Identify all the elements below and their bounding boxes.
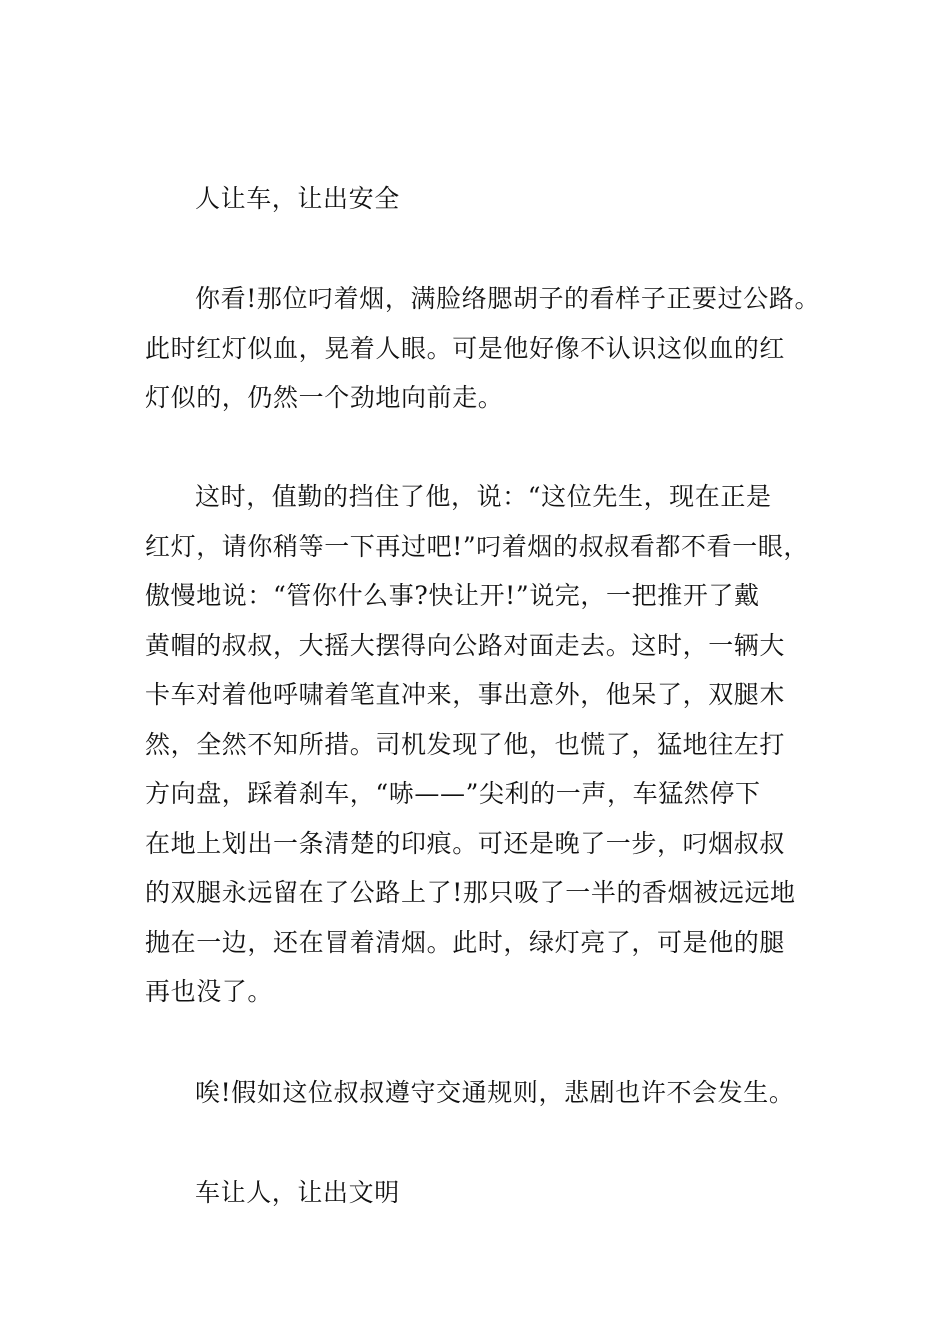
paragraph-smoking-man — [145, 274, 821, 423]
paragraph-line: 的双腿永远留在了公路上了!那只吸了一半的香烟被远远地 — [145, 878, 796, 907]
section-heading-vehicle-yields — [145, 1168, 815, 1218]
heading-text: 车让人，让出文明 — [195, 1178, 400, 1207]
paragraph-accident — [145, 472, 815, 1017]
paragraph-line: 唉!假如这位叔叔遵守交通规则，悲剧也许不会发生。 — [195, 1078, 795, 1107]
paragraph-line: 抛在一边，还在冒着清烟。此时，绿灯亮了，可是他的腿 — [145, 927, 786, 957]
paragraph-line: 再也没了。 — [145, 977, 274, 1006]
paragraph-line: 这时，值勤的挡住了他，说：“这位先生，现在正是 — [195, 482, 772, 511]
paragraph-line: 此时红灯似血，晃着人眼。可是他好像不认识这似血的红 — [145, 333, 786, 363]
paragraph-line: 你看!那位叼着烟，满脸络腮胡子的看样子正要过公路。 — [195, 284, 821, 313]
heading-text: 人让车，让出安全 — [195, 184, 400, 213]
paragraph-line: 然，全然不知所措。司机发现了他，也慌了，猛地往左打 — [145, 729, 786, 759]
paragraph-line: 卡车对着他呼啸着笔直冲来，事出意外，他呆了，双腿木 — [145, 680, 786, 709]
paragraph-line: 黄帽的叔叔，大摇大摆得向公路对面走去。这时，一辆大 — [145, 630, 786, 660]
paragraph-line: 在地上划出一条清楚的印痕。可还是晚了一步，叼烟叔叔 — [145, 828, 786, 858]
paragraph-line: 傲慢地说：“管你什么事?快让开!”说完，一把推开了戴 — [145, 581, 760, 610]
paragraph-line: 红灯，请你稍等一下再过吧!”叼着烟的叔叔看都不看一眼， — [145, 531, 810, 561]
paragraph-line: 灯似的，仍然一个劲地向前走。 — [145, 383, 504, 412]
paragraph-line: 方向盘，踩着刹车，“哧——”尖利的一声，车猛然停下 — [145, 779, 761, 808]
paragraph-regret — [145, 1068, 815, 1118]
section-heading-pedestrian-yields — [145, 174, 815, 224]
